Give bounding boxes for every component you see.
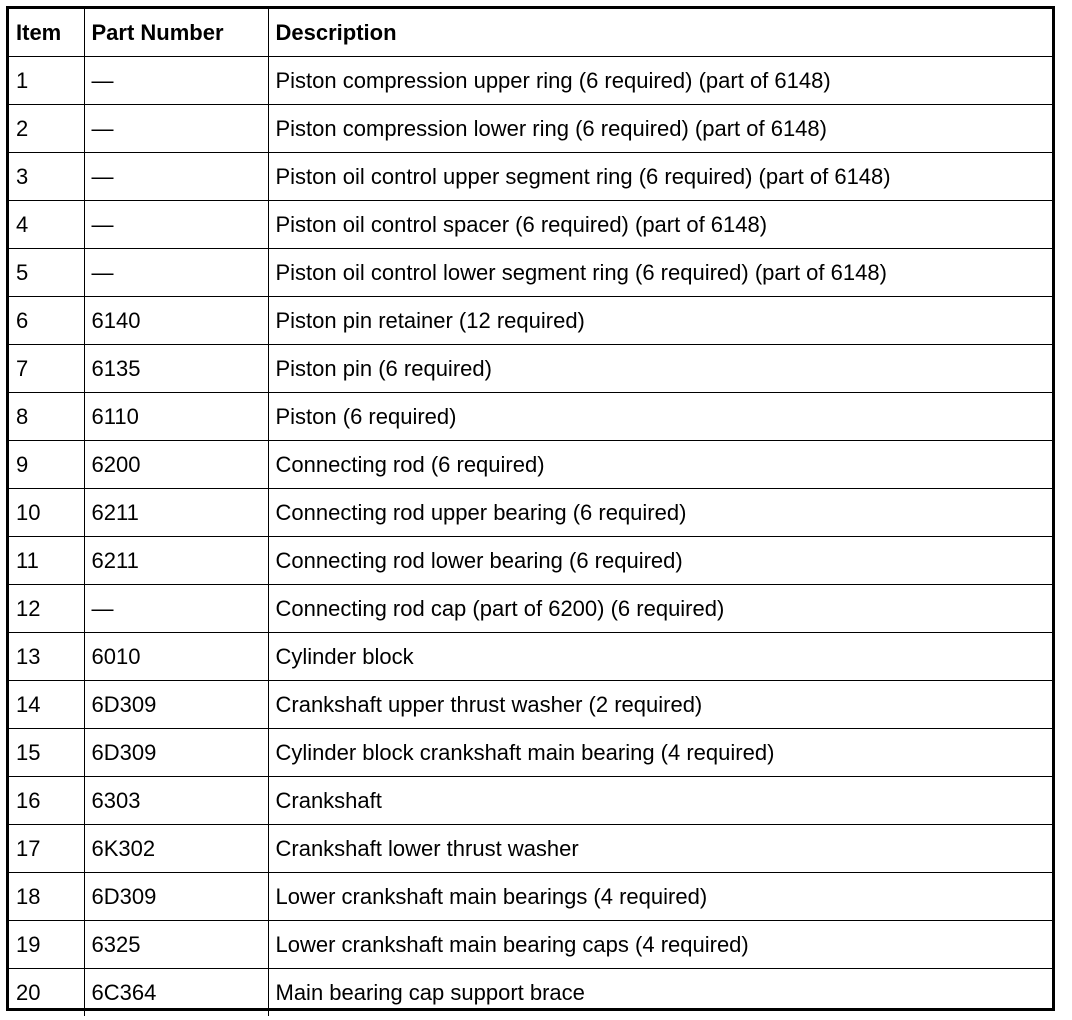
cell-part-number: — bbox=[84, 249, 268, 297]
cell-item: 17 bbox=[9, 825, 84, 873]
cell-part-number: 6211 bbox=[84, 537, 268, 585]
table-row bbox=[9, 969, 1052, 1017]
cell-part-number: — bbox=[84, 105, 268, 153]
cell-part-number: — bbox=[84, 57, 268, 105]
table-row bbox=[9, 921, 1052, 969]
table-row bbox=[9, 681, 1052, 729]
cell-part-number: 6D309 bbox=[84, 873, 268, 921]
table-row bbox=[9, 441, 1052, 489]
table-row bbox=[9, 633, 1052, 681]
cell-description: Connecting rod upper bearing (6 required) bbox=[268, 489, 1052, 537]
table-row bbox=[9, 393, 1052, 441]
cell-item: 10 bbox=[9, 489, 84, 537]
cell-item: 12 bbox=[9, 585, 84, 633]
table-row bbox=[9, 825, 1052, 873]
cell-part-number: 6211 bbox=[84, 489, 268, 537]
cell-part-number: 6010 bbox=[84, 633, 268, 681]
cell-description: Connecting rod lower bearing (6 required) bbox=[268, 537, 1052, 585]
cell-description: Crankshaft upper thrust washer (2 required) bbox=[268, 681, 1052, 729]
table-row bbox=[9, 489, 1052, 537]
table-row bbox=[9, 729, 1052, 777]
table-row bbox=[9, 249, 1052, 297]
cell-description: Lower crankshaft main bearings (4 required) bbox=[268, 873, 1052, 921]
cell-description: Crankshaft bbox=[268, 777, 1052, 825]
table-row bbox=[9, 873, 1052, 921]
cell-item: 4 bbox=[9, 201, 84, 249]
cell-item: 20 bbox=[9, 969, 84, 1017]
cell-part-number: 6303 bbox=[84, 777, 268, 825]
column-header-item: Item bbox=[9, 9, 84, 57]
cell-description: Piston (6 required) bbox=[268, 393, 1052, 441]
cell-item: 16 bbox=[9, 777, 84, 825]
cell-part-number: 6325 bbox=[84, 921, 268, 969]
table-header-row bbox=[9, 9, 1052, 57]
cell-item: 1 bbox=[9, 57, 84, 105]
cell-part-number: 6110 bbox=[84, 393, 268, 441]
cell-description: Cylinder block crankshaft main bearing (4 required) bbox=[268, 729, 1052, 777]
table-body bbox=[9, 57, 1052, 1017]
cell-part-number: 6K302 bbox=[84, 825, 268, 873]
cell-description: Cylinder block bbox=[268, 633, 1052, 681]
cell-description: Crankshaft lower thrust washer bbox=[268, 825, 1052, 873]
cell-description: Piston compression lower ring (6 required) (part of 6148) bbox=[268, 105, 1052, 153]
cell-part-number: — bbox=[84, 585, 268, 633]
cell-part-number: 6C364 bbox=[84, 969, 268, 1017]
column-header-description: Description bbox=[268, 9, 1052, 57]
table-row bbox=[9, 201, 1052, 249]
cell-description: Connecting rod cap (part of 6200) (6 required) bbox=[268, 585, 1052, 633]
parts-table-frame bbox=[6, 6, 1055, 1011]
cell-item: 18 bbox=[9, 873, 84, 921]
cell-part-number: 6140 bbox=[84, 297, 268, 345]
cell-item: 9 bbox=[9, 441, 84, 489]
parts-table bbox=[9, 9, 1052, 1016]
cell-item: 5 bbox=[9, 249, 84, 297]
cell-part-number: — bbox=[84, 153, 268, 201]
cell-description: Piston pin retainer (12 required) bbox=[268, 297, 1052, 345]
cell-part-number: 6D309 bbox=[84, 681, 268, 729]
table-row bbox=[9, 537, 1052, 585]
table-row bbox=[9, 345, 1052, 393]
cell-description: Main bearing cap support brace bbox=[268, 969, 1052, 1017]
table-row bbox=[9, 585, 1052, 633]
column-header-part-number: Part Number bbox=[84, 9, 268, 57]
table-row bbox=[9, 777, 1052, 825]
cell-item: 2 bbox=[9, 105, 84, 153]
cell-part-number: — bbox=[84, 201, 268, 249]
table-row bbox=[9, 297, 1052, 345]
cell-part-number: 6135 bbox=[84, 345, 268, 393]
cell-item: 15 bbox=[9, 729, 84, 777]
cell-description: Piston oil control spacer (6 required) (part of 6148) bbox=[268, 201, 1052, 249]
table-row bbox=[9, 57, 1052, 105]
cell-description: Lower crankshaft main bearing caps (4 required) bbox=[268, 921, 1052, 969]
cell-item: 11 bbox=[9, 537, 84, 585]
cell-item: 8 bbox=[9, 393, 84, 441]
cell-part-number: 6200 bbox=[84, 441, 268, 489]
cell-description: Connecting rod (6 required) bbox=[268, 441, 1052, 489]
cell-description: Piston pin (6 required) bbox=[268, 345, 1052, 393]
cell-item: 13 bbox=[9, 633, 84, 681]
cell-description: Piston compression upper ring (6 required) (part of 6148) bbox=[268, 57, 1052, 105]
cell-item: 14 bbox=[9, 681, 84, 729]
cell-item: 19 bbox=[9, 921, 84, 969]
table-row bbox=[9, 153, 1052, 201]
cell-description: Piston oil control upper segment ring (6 required) (part of 6148) bbox=[268, 153, 1052, 201]
cell-item: 6 bbox=[9, 297, 84, 345]
table-row bbox=[9, 105, 1052, 153]
cell-item: 7 bbox=[9, 345, 84, 393]
cell-description: Piston oil control lower segment ring (6 required) (part of 6148) bbox=[268, 249, 1052, 297]
cell-item: 3 bbox=[9, 153, 84, 201]
cell-part-number: 6D309 bbox=[84, 729, 268, 777]
